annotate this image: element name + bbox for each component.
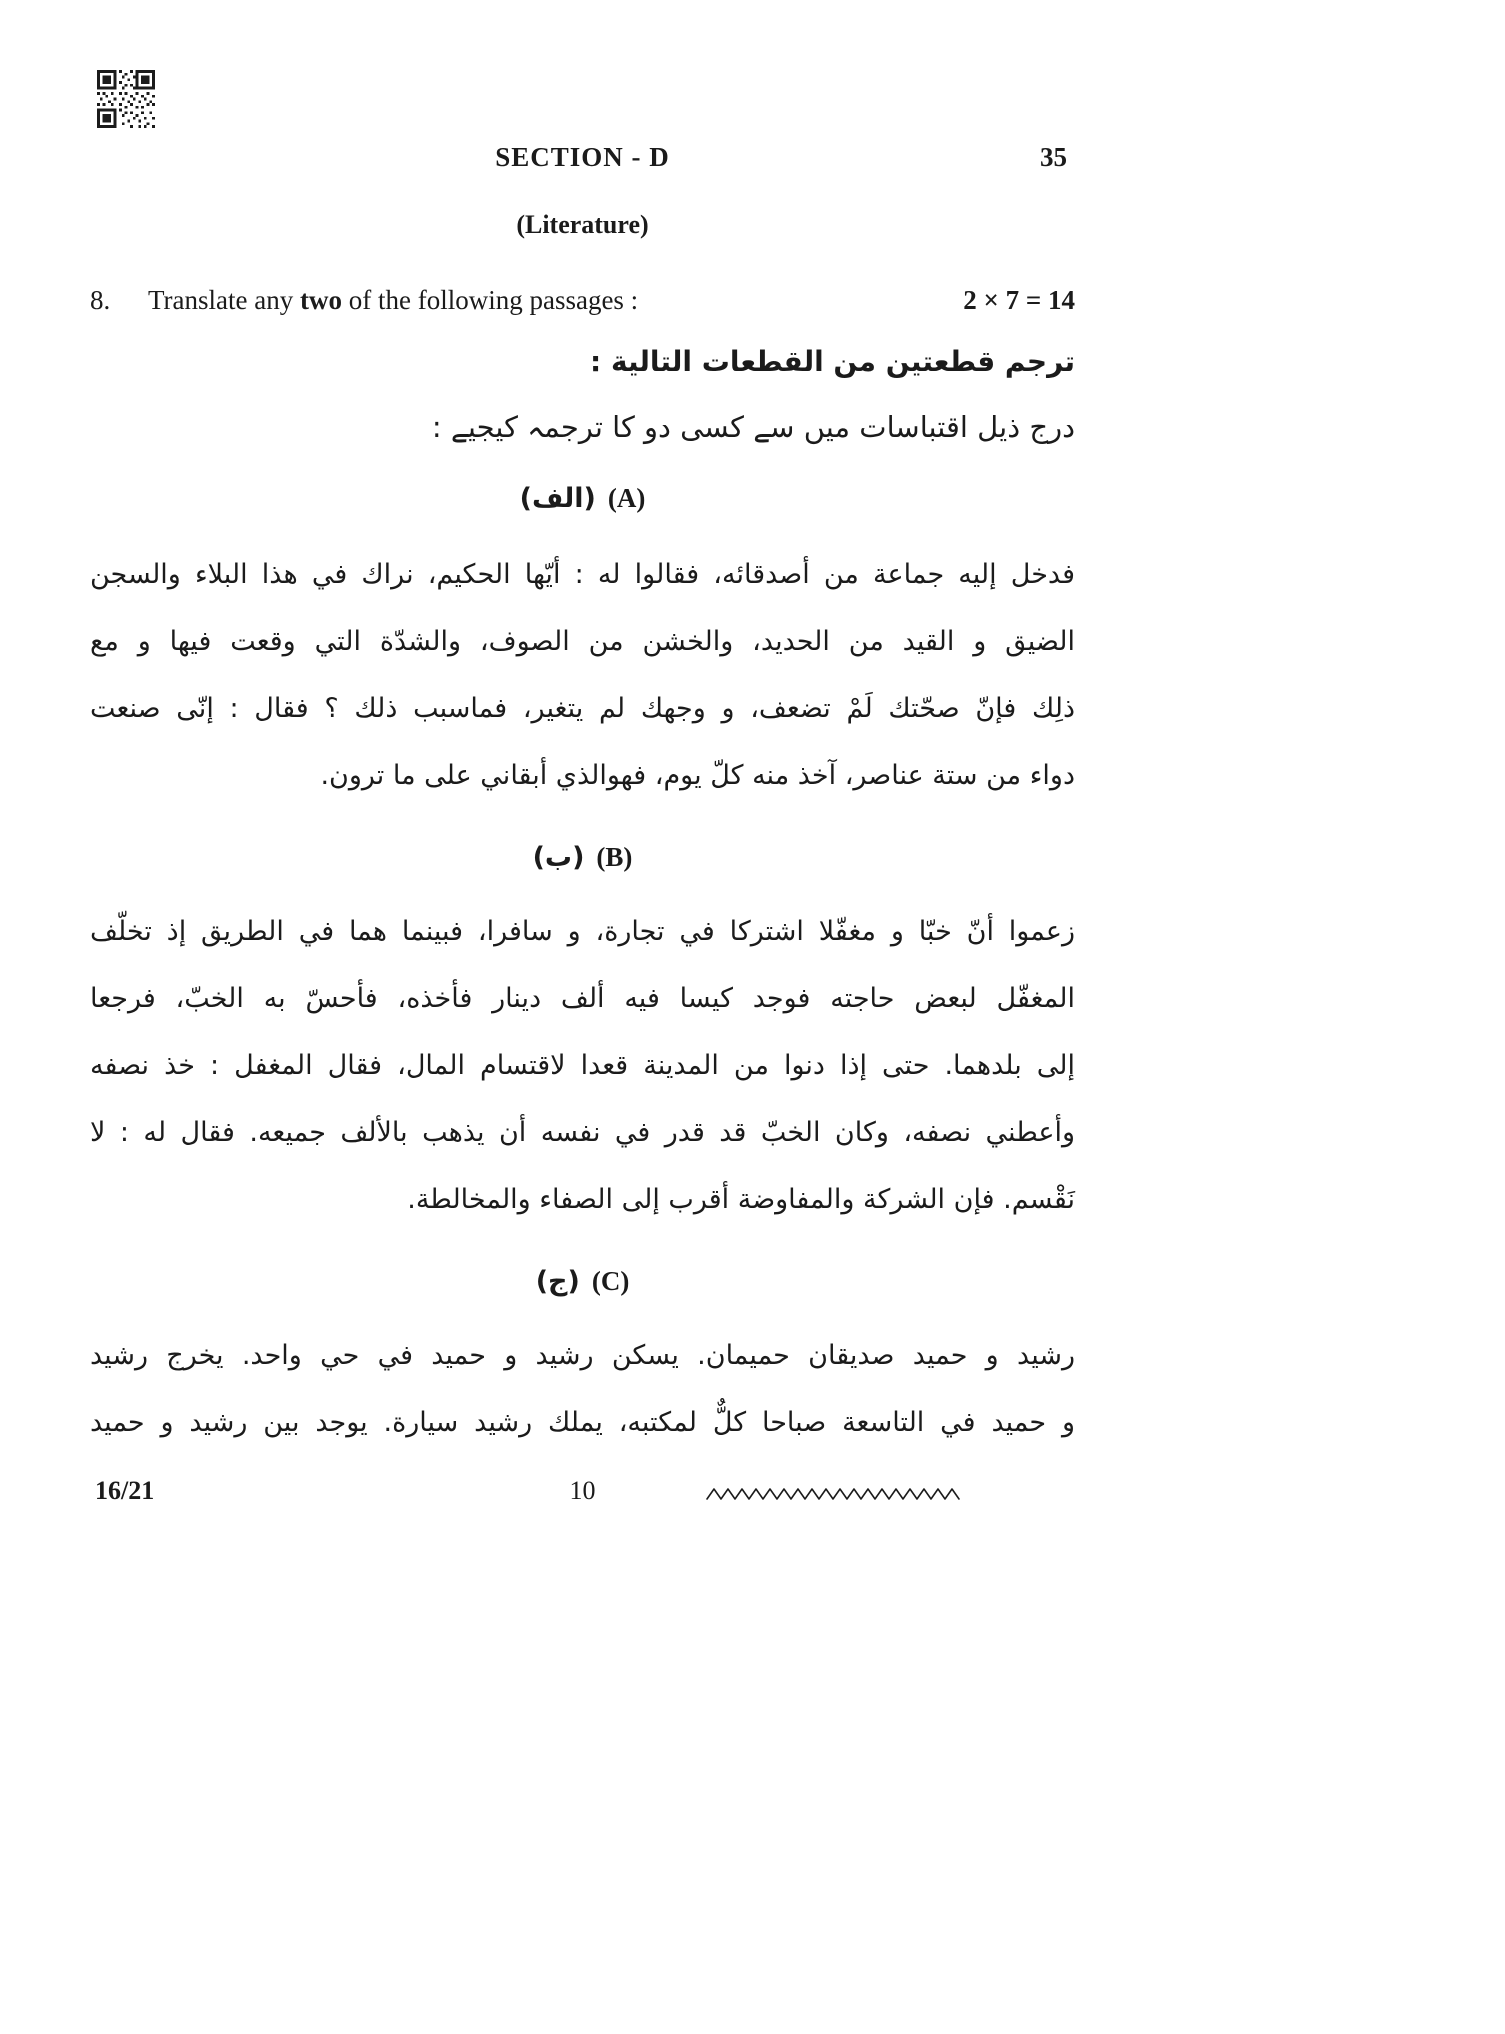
- wavy-scribble-icon: [705, 1486, 967, 1502]
- question-8-row: [90, 282, 1075, 318]
- passage-c-line-1: رشيد و حميد صديقان حميمان. يسكن رشيد و حميد في حي واحد. يخرج رشيد: [90, 1340, 1075, 1371]
- question-text-pre: Translate any: [148, 285, 300, 315]
- passage-a-line-2: الضيق و القيد من الحديد، والخشن من الصوف، والشدّة التي وقعت فيها و مع: [90, 626, 1075, 657]
- passage-c-line-2: و حميد في التاسعة صباحا كلٌّ لمكتبه، يملك رشيد سيارة. يوجد بين رشيد و حميد: [90, 1407, 1075, 1438]
- passage-a-line-4: دواء من ستة عناصر، آخذ منه كلّ يوم، فهوالذي أبقاني على ما ترون.: [320, 760, 1075, 791]
- question-number: 8.: [90, 285, 111, 315]
- passage-b: [90, 898, 1075, 1233]
- passage-a-label-latin: (A): [607, 483, 646, 513]
- instruction-urdu: درج ذیل اقتباسات میں سے کسی دو کا ترجمہ کیجیے :: [431, 410, 1075, 444]
- paper-code: 16/21: [95, 1476, 155, 1505]
- instruction-arabic: ترجم قطعتين من القطعات التالية :: [590, 345, 1075, 378]
- question-marks: 2 × 7 = 14: [963, 285, 1075, 315]
- header: [90, 140, 1075, 176]
- passage-a-label-arabic: (الف): [519, 483, 596, 514]
- passage-a-line-3: ذلِك فإنّ صحّتك لَمْ تضعف، و وجهك لم يتغير، فماسبب ذلك ؟ فقال : إنّى صنعت: [90, 693, 1075, 724]
- question-text: [148, 282, 963, 318]
- passage-c-heading: [90, 1261, 1075, 1302]
- footer-page-number: 10: [569, 1476, 596, 1505]
- footer: [90, 1474, 1075, 1514]
- top-page-number: 35: [1040, 142, 1067, 172]
- passage-b-line-3: إلى بلدهما. حتى إذا دنوا من المدينة قعدا لاقتسام المال، فقال المغفل : خذ نصفه: [90, 1050, 1075, 1081]
- passage-b-label-arabic: (ب): [532, 842, 585, 873]
- question-text-post: of the following passages :: [341, 285, 639, 315]
- page-content: [90, 0, 1075, 1514]
- passage-c-label-arabic: (ج): [535, 1266, 580, 1297]
- passage-c: [90, 1322, 1075, 1456]
- passage-b-line-1: زعموا أنّ خبّا و مغفّلا اشتركا في تجارة، و سافرا، فبينما هما في الطريق إذ تخلّف: [90, 916, 1075, 947]
- passage-b-heading: [90, 837, 1075, 878]
- passage-b-line-2: المغفّل لبعض حاجته فوجد كيسا فيه ألف دينار فأخذه، فأحسّ به الخبّ، فرجعا: [90, 983, 1075, 1014]
- passage-b-label-latin: (B): [596, 842, 633, 872]
- passage-a-heading: [90, 478, 1075, 519]
- passage-b-line-5: نَقْسم. فإن الشركة والمفاوضة أقرب إلى الصفاء والمخالطة.: [407, 1184, 1075, 1215]
- passage-a: [90, 541, 1075, 809]
- section-title: SECTION - D: [495, 142, 670, 172]
- passage-a-line-1: فدخل إليه جماعة من أصدقائه، فقالوا له : أيّها الحكيم، نراك في هذا البلاء والسجن: [90, 559, 1075, 590]
- passage-c-label-latin: (C): [591, 1266, 630, 1296]
- passage-b-line-4: وأعطني نصفه، وكان الخبّ قد قدر في نفسه أن يذهب بالألف جميعه. فقال له : لا: [90, 1117, 1075, 1148]
- section-subtitle: (Literature): [516, 210, 649, 239]
- question-text-bold: two: [299, 285, 342, 315]
